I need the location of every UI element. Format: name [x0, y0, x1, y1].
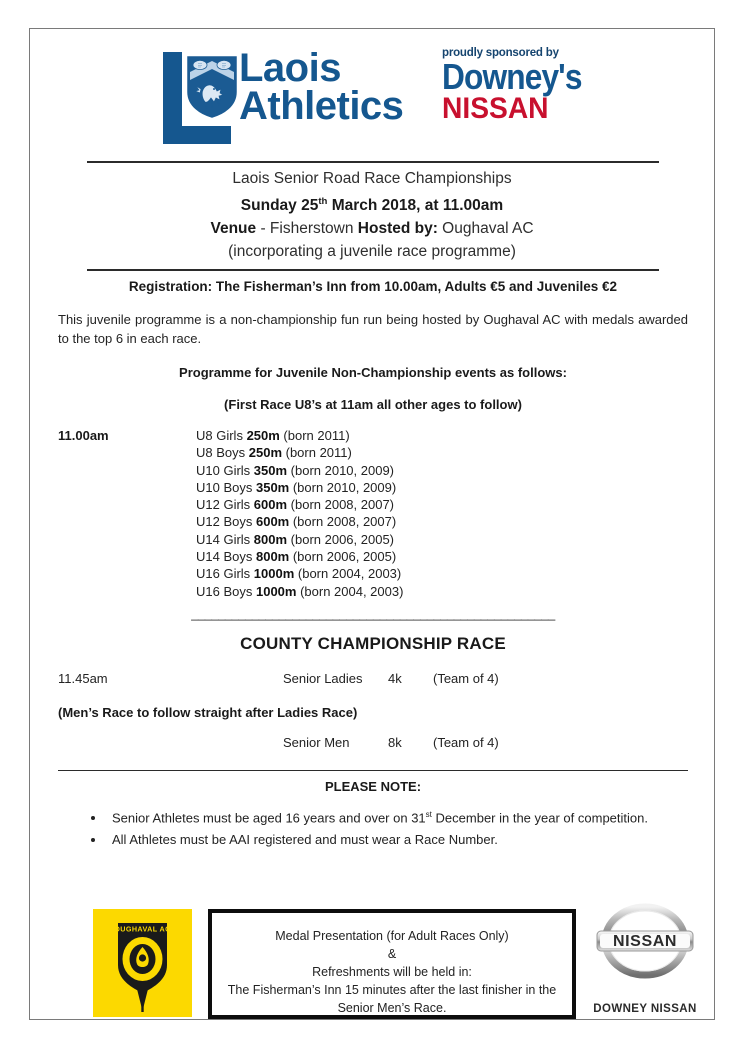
race-category: U10 Boys: [196, 479, 256, 495]
race-distance: 1000m: [255, 583, 297, 599]
page-frame: [29, 28, 715, 1020]
race-distance: 1000m: [253, 566, 295, 582]
nissan-wordmark: NISSAN: [442, 92, 549, 126]
logo-word-laois: Laois: [239, 46, 341, 90]
please-note-heading: PLEASE NOTE:: [324, 778, 422, 794]
race-distance: 800m: [253, 531, 288, 547]
juvenile-race-row: [196, 427, 688, 444]
laois-crest-icon: [187, 56, 237, 118]
title-date-suffix: March 2018, at 11.00am: [327, 197, 504, 215]
first-race-note: (First Race U8’s at 11am all other ages to follow): [224, 397, 522, 412]
race-birth-years: (born 2006, 2005): [289, 549, 397, 565]
medal-presentation-text: [212, 913, 572, 1017]
county-championship-heading: COUNTY CHAMPIONSHIP RACE: [240, 633, 506, 653]
race-distance: 350m: [255, 479, 290, 495]
senior-men-distance: 8k: [388, 734, 402, 750]
title-line-date: [30, 190, 714, 217]
downey-nissan-dealer-logo: [591, 903, 699, 1019]
mens-race-note: (Men’s Race to follow straight after Ladies Race): [58, 704, 358, 720]
svg-text:OUGHAVAL AC: OUGHAVAL AC: [114, 924, 171, 934]
race-birth-years: (born 2006, 2005): [287, 531, 395, 547]
senior-ladies-time: 11.45am: [58, 670, 108, 686]
juvenile-race-row: [196, 479, 688, 496]
host-label: Hosted by:: [357, 220, 438, 238]
medal-line-2: &: [387, 947, 397, 961]
title-rule-top: [87, 161, 659, 163]
footer-band: [30, 881, 714, 1021]
race-birth-years: (born 2010, 2009): [289, 479, 397, 495]
race-distance: 350m: [253, 462, 288, 478]
host-value: Oughaval AC: [437, 220, 534, 238]
svg-text:NISSAN: NISSAN: [612, 933, 678, 950]
senior-ladies-name: Senior Ladies: [283, 670, 363, 686]
title-line-event: Laois Senior Road Race Championships: [232, 170, 512, 187]
document-page: [30, 29, 714, 1019]
nissan-emblem-icon: [591, 903, 699, 999]
title-block: [30, 167, 714, 263]
senior-men-row: [58, 735, 688, 754]
list-item: [106, 804, 688, 829]
race-category: U10 Girls: [196, 462, 254, 478]
registration-line: Registration: The Fisherman’s Inn from 10.00am, Adults €5 and Juveniles €2: [128, 279, 618, 294]
race-category: U16 Boys: [196, 583, 256, 599]
medal-line-1: Medal Presentation (for Adult Races Only): [275, 929, 509, 943]
venue-label: Venue: [210, 220, 257, 238]
medal-line-4: The Fisherman’s Inn 15 minutes after the last finisher in the: [227, 983, 557, 997]
race-distance: 800m: [255, 549, 290, 565]
race-category: U8 Boys: [196, 445, 249, 461]
intro-paragraph: This juvenile programme is a non-championship fun run being hosted by Oughaval AC with medals awarded to the top 6 in each race.: [58, 312, 688, 346]
senior-ladies-distance: 4k: [388, 670, 402, 686]
race-distance: 250m: [246, 428, 280, 443]
race-category: U8 Girls: [196, 428, 247, 443]
medal-line-5: Senior Men’s Race.: [337, 1001, 447, 1015]
race-birth-years: (born 2004, 2003): [294, 566, 402, 582]
venue-value: - Fisherstown: [256, 220, 358, 238]
juvenile-race-row: [196, 513, 688, 530]
downeys-wordmark: Downey's: [442, 56, 582, 97]
juvenile-race-list: [58, 427, 688, 600]
juvenile-start-time: 11.00am: [58, 428, 109, 443]
laois-athletics-logo: [163, 46, 438, 144]
juvenile-race-row: [196, 444, 688, 461]
race-distance: 250m: [248, 445, 282, 461]
medal-line-3: Refreshments will be held in:: [312, 965, 472, 979]
title-date-prefix: Sunday 25: [240, 197, 319, 215]
bullet1-prefix: Senior Athletes must be aged 16 years and over on 31: [112, 810, 426, 826]
race-birth-years: (born 2008, 2007): [289, 514, 397, 530]
laois-athletics-wordmark: [239, 46, 439, 128]
title-date-ordinal: th: [318, 196, 328, 207]
race-category: U12 Boys: [196, 514, 256, 530]
juvenile-race-row: [196, 496, 688, 513]
bullet1-suffix: December in the year of competition.: [431, 810, 648, 826]
juvenile-race-row: [196, 548, 688, 565]
race-category: U14 Boys: [196, 549, 256, 565]
title-rule-bottom: [87, 269, 659, 271]
race-category: U16 Girls: [196, 566, 254, 582]
race-birth-years: (born 2010, 2009): [287, 462, 395, 478]
race-distance: 600m: [253, 497, 288, 513]
race-category: U12 Girls: [196, 497, 254, 513]
oughaval-ac-logo: [93, 909, 192, 1017]
race-birth-years: (born 2011): [282, 445, 352, 461]
downeys-nissan-sponsor-logo: [442, 47, 602, 147]
header-band: [30, 29, 714, 159]
juvenile-race-row: [196, 565, 688, 582]
section-separator-underscores: ______________________________________________________: [191, 605, 555, 621]
juvenile-race-row: [196, 462, 688, 479]
race-category: U14 Girls: [196, 531, 254, 547]
list-item: • All Athletes must be AAI registered and must wear a Race Number.: [106, 829, 688, 851]
juvenile-race-row: [196, 531, 688, 548]
document-body: [58, 279, 688, 851]
sponsored-by-text: proudly sponsored by: [442, 47, 559, 59]
title-line-venue: [30, 217, 714, 240]
dealer-name-text: DOWNEY NISSAN: [593, 1003, 697, 1015]
programme-heading: Programme for Juvenile Non-Championship events as follows:: [179, 365, 567, 380]
logo-word-athletics: Athletics: [239, 84, 404, 128]
race-birth-years: (born 2011): [279, 428, 350, 443]
juvenile-race-row: [196, 583, 688, 600]
race-birth-years: (born 2004, 2003): [296, 583, 404, 599]
please-note-rule: [58, 770, 688, 771]
bullet1-ordinal: st: [425, 809, 432, 819]
race-distance: 600m: [255, 514, 290, 530]
senior-men-name: Senior Men: [283, 734, 350, 750]
senior-ladies-team: (Team of 4): [433, 670, 499, 686]
senior-men-team: (Team of 4): [433, 734, 499, 750]
title-line-subnote: (incorporating a juvenile race programme): [228, 243, 516, 261]
oughaval-crest-icon: [93, 909, 192, 1017]
senior-ladies-row: [58, 671, 688, 690]
please-note-bullets: [58, 804, 688, 851]
race-birth-years: (born 2008, 2007): [287, 497, 395, 513]
medal-presentation-box: [208, 909, 576, 1019]
juvenile-race-rows: [196, 427, 688, 600]
